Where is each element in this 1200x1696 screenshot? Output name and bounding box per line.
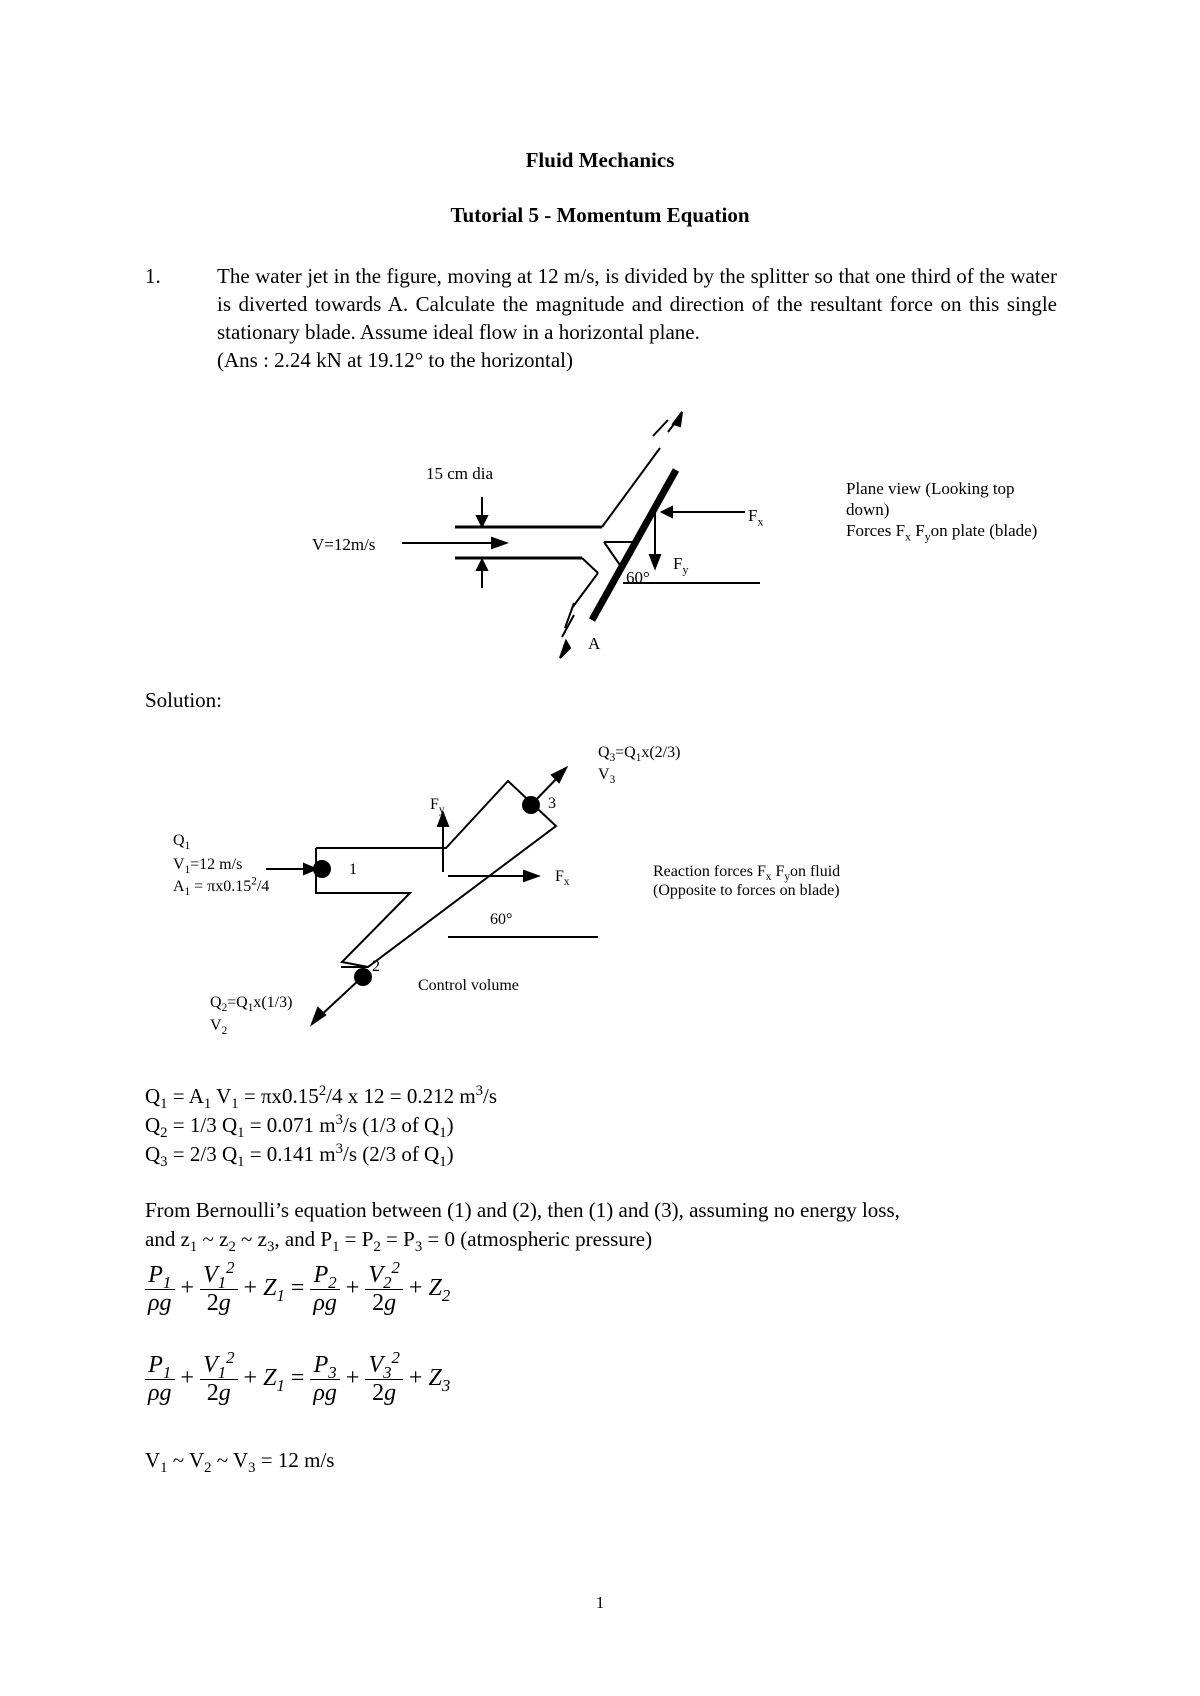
v2-label: $V_2$ [210, 1017, 228, 1038]
q3-eq-c: /s (2/3 of Q [342, 1142, 440, 1166]
question-number: 1. [145, 264, 161, 288]
q3-eq-d: ) [446, 1142, 454, 1166]
q1-eq-d: /4 x 12 = 0.212 m [326, 1084, 476, 1108]
reaction-prefix: Reaction forces F [653, 863, 766, 880]
solution-label: Solution: [145, 688, 223, 712]
q2-eq-b: = 0.071 m [244, 1113, 336, 1137]
station-3-dot [522, 796, 540, 814]
bernoulli-equation-1: $\frac{P_1}{\rho g}$ + $\frac{V_1^2}{2g}$ + $Z_1$ = $\frac{P_2}{\rho g}$ + $\frac{V_2^2}{2g}$ + $Z_2$ [145, 1262, 450, 1317]
bernoulli-equation-2: $\frac{P_1}{\rho g}$ + $\frac{V_1^2}{2g}$ + $Z_1$ = $\frac{P_3}{\rho g}$ + $\frac{V_3^2}{2g}$ + $Z_3$ [145, 1352, 450, 1407]
q1-eq-e: /s [483, 1084, 498, 1108]
b2-f: = P [380, 1227, 415, 1251]
q2-eq-d: ) [446, 1113, 454, 1137]
station-2-dot [354, 968, 372, 986]
velocity-label: V=12m/s [312, 535, 376, 554]
point-3-label: 3 [548, 795, 556, 812]
vr-c: ~ V [211, 1448, 249, 1472]
b2-b: ~ z [197, 1227, 229, 1251]
fx-letter: F [748, 506, 758, 525]
fig2-fx-letter: F [555, 868, 564, 885]
reaction-mid: F [771, 863, 785, 880]
q2-eq-a: = 1/3 Q [172, 1113, 238, 1137]
note-forces-suffix: on plate (blade) [930, 521, 1038, 540]
fig2-angle-label: 60° [490, 911, 513, 928]
reaction-sub-x: x [765, 871, 772, 884]
reaction-note [653, 862, 840, 900]
question-answer: (Ans : 2.24 kN at 19.12° to the horizontal) [217, 348, 574, 372]
fy-letter: F [673, 554, 683, 573]
b2-g: = 0 (atmospheric pressure) [422, 1227, 653, 1251]
a1-subscript: 1 [184, 886, 191, 899]
vr-a: V [145, 1448, 161, 1472]
q2-q1-subscript: 1 [247, 1002, 254, 1015]
page-title: Fluid Mechanics [525, 148, 675, 172]
q2-label: $Q_2=Q_1x(1/3)$ [210, 994, 293, 1015]
point-a-label: A [588, 634, 601, 653]
note-forces-mid: F [910, 521, 925, 540]
bernoulli-line-1: From Bernoulli’s equation between (1) and (2), then (1) and (3), assuming no energy loss, [145, 1198, 900, 1222]
fig2-fx-label [555, 867, 570, 889]
page-number: 1 [595, 1593, 605, 1612]
v3-letter: V [598, 766, 610, 783]
page-subtitle: Tutorial 5 - Momentum Equation [450, 203, 750, 227]
q1-eq-a: = A [172, 1084, 204, 1108]
q2-eq-c: /s (1/3 of Q [342, 1113, 440, 1137]
q3-letter: Q [598, 744, 610, 761]
reaction-suffix: on fluid [789, 863, 841, 880]
q3-fraction: x(2/3) [641, 744, 681, 761]
v1-letter: V [173, 856, 185, 873]
station-1-dot [313, 860, 331, 878]
vr-b: ~ V [167, 1448, 205, 1472]
a1-label [173, 875, 270, 899]
fig2-fy-subscript: y [438, 804, 445, 817]
a1-letter: A [173, 878, 185, 895]
v3-label: $V_3$ [598, 766, 616, 787]
note-line-2: down) [846, 500, 890, 519]
v1-label [173, 855, 243, 877]
b2-d: , and P [274, 1227, 333, 1251]
fig2-fy-label [430, 795, 445, 817]
q3-label: $Q_3=Q_1x(2/3)$ [598, 744, 681, 765]
a1-value: = πx0.15 [190, 878, 252, 895]
point-2-label: 2 [372, 958, 380, 975]
q1-label [173, 831, 191, 853]
reaction-line-2: (Opposite to forces on blade) [653, 882, 840, 899]
fig2-fx-subscript: x [563, 876, 570, 889]
q3-q1-subscript: 1 [635, 752, 642, 765]
a1-superscript: 2 [251, 875, 257, 888]
q3-eq-b: = 0.141 m [244, 1142, 336, 1166]
fig2-fy-letter: F [430, 796, 439, 813]
reaction-sub-y: y [784, 871, 790, 884]
a1-suffix: /4 [256, 878, 270, 895]
b2-e: = P [339, 1227, 374, 1251]
note-sub-y: y [924, 529, 931, 544]
q1-equation: $Q_1 = A_1$ $V_1 = \pi x0.15^2/4$ x 12 = 0.212 $m^3/s$ [145, 1083, 498, 1113]
question-text: The water jet in the figure, moving at 12 m/s, is divided by the splitter so that one third of the water is diverted towards A. Calculate the magnitude and direction of the resultant force on this single stationary blade. Assume ideal flow in a horizontal plane. [217, 264, 1057, 344]
bernoulli-line-2: and $z_1$ ~ $z_2$ ~ $z_3$, and $P_1 = P_2 = P_3 = 0$ (atmospheric pressure) [145, 1227, 653, 1256]
v1-value: =12 m/s [190, 856, 243, 873]
q1-eq-c: = πx0.15 [238, 1084, 319, 1108]
q2-letter: Q [210, 994, 222, 1011]
vr-d: = 12 m/s [255, 1448, 335, 1472]
q1-subscript: 1 [184, 840, 191, 853]
v1-subscript: 1 [184, 864, 191, 877]
q1-eq-b: V [211, 1084, 232, 1108]
note-sub-x: x [905, 529, 911, 544]
b2-c: ~ z [235, 1227, 267, 1251]
reaction-line-1 [653, 862, 841, 884]
q2-fraction: x(1/3) [253, 994, 293, 1011]
q3-eq-a: = 2/3 Q [172, 1142, 238, 1166]
q3-eq: =Q [615, 744, 636, 761]
velocity-relation: $V_1$ ~ $V_2$ ~ $V_3 = 12$ m/s [145, 1448, 335, 1477]
fy-subscript: y [682, 562, 689, 577]
note-forces-prefix: Forces F [846, 521, 906, 540]
q2-equation: $Q_2 = 1/3$ $Q_1 = 0.071$ $m^3/s$ (1/3 of $Q_1$) [145, 1112, 454, 1142]
control-volume-label: Control volume [418, 977, 519, 994]
fx-subscript: x [757, 514, 764, 529]
point-1-label: 1 [349, 861, 357, 878]
angle-label: 60° [626, 568, 650, 587]
b2-a: and z [145, 1227, 190, 1251]
note-line-1: Plane view (Looking top [846, 479, 1015, 498]
diameter-label: 15 cm dia [426, 464, 494, 483]
q3-equation: $Q_3 = 2/3$ $Q_1 = 0.141$ $m^3/s$ (2/3 of $Q_1$) [145, 1141, 454, 1171]
q1-letter: Q [173, 832, 185, 849]
q2-eq: =Q [227, 994, 248, 1011]
v2-letter: V [210, 1017, 222, 1034]
